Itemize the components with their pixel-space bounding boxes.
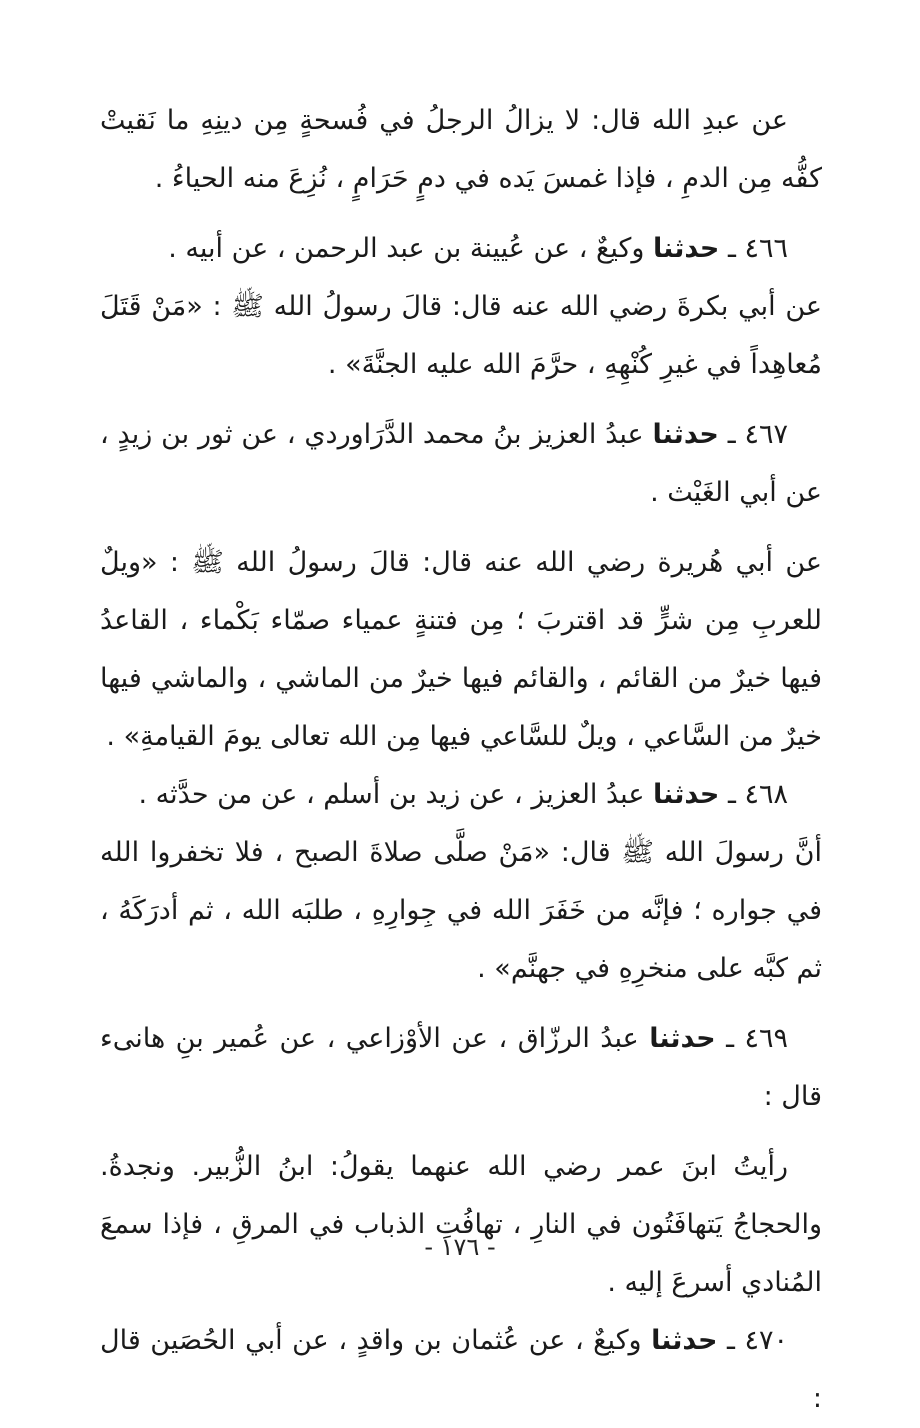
hadith-text-468 [100, 824, 822, 998]
hadith-number: ٤٧٠ ـ [727, 1325, 788, 1356]
paragraph-text: عن أبي هُريرة رضي الله عنه قال: قالَ رسولُ الله ﷺ : «ويلٌ للعربِ مِن شرٍّ قد اقتربَ ؛ مِن فتنةٍ عمياء صمّاء بَكْماء ، القاعدُ فيها خيرٌ من القائم ، والقائم فيها خيرٌ من الماشي ، والماشي فيها خيرٌ من السَّاعي ، ويلٌ للسَّاعي فيها مِن الله تعالى يومَ القيامةِ» . [100, 547, 822, 752]
hadith-number: ٤٦٧ ـ [727, 419, 788, 450]
paragraph-text: عن عبدِ الله قال: لا يزالُ الرجلُ في فُسحةٍ مِن دينِهِ ما نَقيتْ كفُّه مِن الدمِ ، فإذا غمسَ يَده في دمٍ حَرَامٍ ، نُزِعَ منه الحياءُ . [100, 105, 822, 194]
chain-text: وكيعٌ ، عن عُيينة بن عبد الرحمن ، عن أبيه . [168, 233, 645, 264]
haddathana-keyword: حدثنا [649, 1023, 716, 1054]
chain-text: وكيعٌ ، عن عُثمان بن واقدٍ ، عن أبي الحُصَين قال : [100, 1325, 822, 1414]
hadith-number: ٤٦٦ ـ [727, 233, 788, 264]
chain-text: عبدُ العزيز ، عن زيد بن أسلم ، عن من حدَّثه . [138, 779, 645, 810]
paragraph-text: عن أبي بكرةَ رضي الله عنه قال: قالَ رسولُ الله ﷺ : «مَنْ قَتَلَ مُعاهِداً في غيرِ كُنْهِهِ ، حرَّمَ الله عليه الجنَّةَ» . [100, 291, 822, 380]
haddathana-keyword: حدثنا [653, 779, 720, 810]
page-number: - ١٧٦ - [424, 1233, 496, 1261]
chain-text: عبدُ العزيز بنُ محمد الدَّرَاوردي ، عن ثور بن زيدٍ ، عن أبي الغَيْث . [100, 419, 822, 508]
hadith-text-467 [100, 534, 822, 766]
hadith-chain-466 [100, 220, 822, 278]
hadith-text-466 [100, 278, 822, 394]
page-body [100, 92, 822, 1428]
hadith-number: ٤٦٨ ـ [727, 779, 788, 810]
haddathana-keyword: حدثنا [653, 233, 720, 264]
haddathana-keyword: حدثنا [651, 1325, 718, 1356]
haddathana-keyword: حدثنا [652, 419, 719, 450]
hadith-text-469 [100, 1138, 822, 1312]
hadith-chain-467 [100, 406, 822, 522]
hadith-number: ٤٦٩ ـ [726, 1023, 788, 1054]
hadith-chain-469 [100, 1010, 822, 1126]
hadith-chain-468 [100, 766, 822, 824]
chain-text: عبدُ الرزّاق ، عن الأوْزاعي ، عن عُمير بنِ هانىء قال : [100, 1023, 822, 1112]
hadith-chain-470 [100, 1312, 822, 1428]
paragraph-text: أنَّ رسولَ الله ﷺ قال: «مَنْ صلَّى صلاةَ الصبح ، فلا تخفروا الله في جواره ؛ فإنَّه من خَفَرَ الله في جِوارِهِ ، طلبَه الله ، ثم أدرَكَهُ ، ثم كبَّه على منخرِهِ في جهنَّم» . [100, 837, 822, 984]
paragraph-athar [100, 92, 822, 208]
paragraph-text: رأيتُ ابنَ عمر رضي الله عنهما يقولُ: ابنُ الزُّبير. ونجدةُ. والحجاجُ يَتهافَتُون في النارِ ، تهافُتِ الذباب في المرقِ ، فإذا سمعَ المُنادي أسرعَ إليه . [100, 1151, 822, 1298]
